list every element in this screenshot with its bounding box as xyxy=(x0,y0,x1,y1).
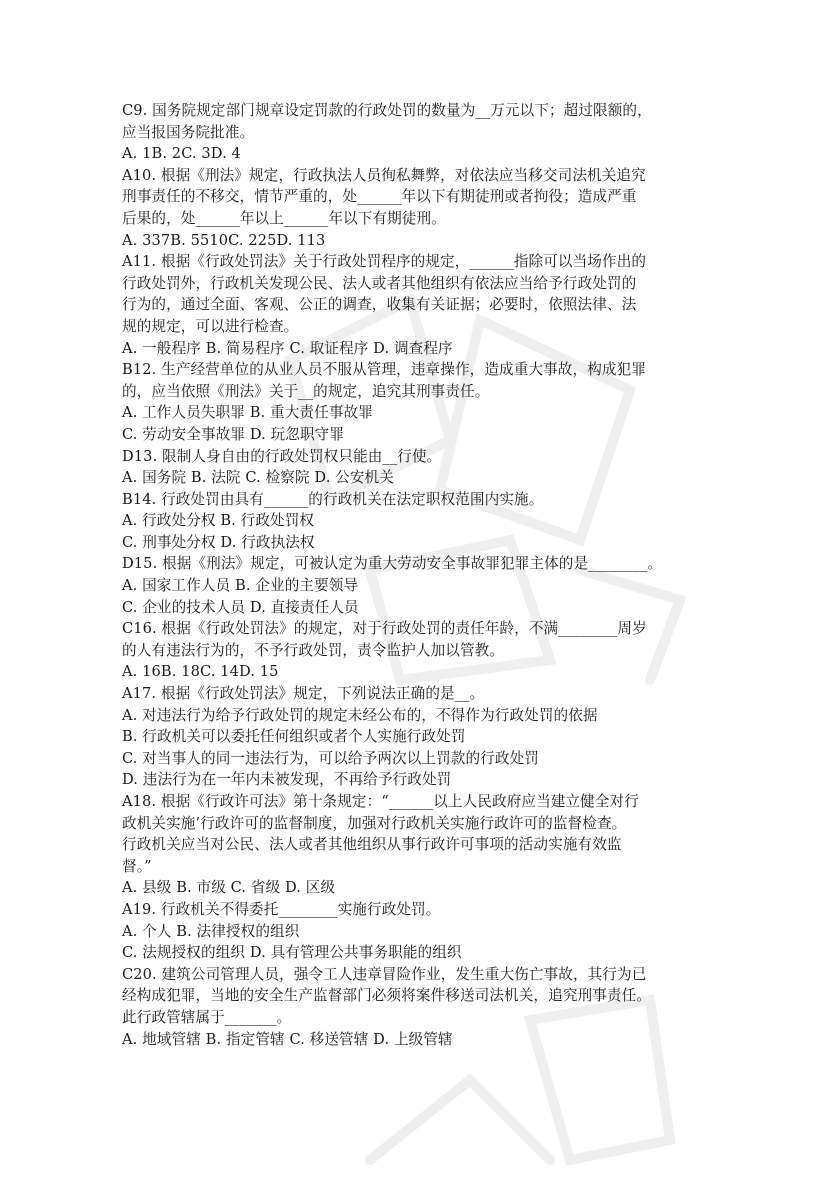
text-line: A11. 根据《行政处罚法》关于行政处罚程序的规定，______指除可以当场作出的 xyxy=(122,253,647,271)
text-line: B14. 行政处罚由具有______的行政机关在法定职权范围内实施。 xyxy=(122,490,544,508)
text-line: 应当报国务院批准。 xyxy=(122,123,255,141)
text-line: B12. 生产经营单位的从业人员不服从管理，违章操作，造成重大事故，构成犯罪 xyxy=(122,361,646,379)
text-line: A. 对违法行为给予行政处罚的规定未经公布的，不得作为行政处罚的依据 xyxy=(122,706,598,724)
text-line: C. 劳动安全事故罪 D. 玩忽职守罪 xyxy=(122,425,345,443)
text-line: 的，应当依照《刑法》关于__的规定，追究其刑事责任。 xyxy=(122,382,490,400)
text-line: A. 国家工作人员 B. 企业的主要领导 xyxy=(122,577,359,595)
text-line: C20. 建筑公司管理人员，强令工人违章冒险作业，发生重大伤亡事故，其行为已 xyxy=(122,965,647,983)
text-line: A10. 根据《刑法》规定，行政执法人员徇私舞弊，对依法应当移交司法机关追究 xyxy=(122,166,646,184)
text-line: A18. 根据《行政许可法》第十条规定：“______以上人民政府应当建立健全对行 xyxy=(122,793,639,810)
text-line: 后果的，处______年以上______年以下有期徒刑。 xyxy=(122,209,446,227)
text-line: 规的规定，可以进行检查。 xyxy=(122,317,299,335)
text-line: 经构成犯罪，当地的安全生产监督部门必须将案件移送司法机关，追究刑事责任。 xyxy=(122,987,651,1005)
text-line: C16. 根据《行政处罚法》的规定，对于行政处罚的责任年龄，不满________周岁 xyxy=(122,620,647,638)
text-line: A. 1B. 2C. 3D. 4 xyxy=(122,145,241,163)
text-line: 此行政管辖属于_______。 xyxy=(122,1008,292,1026)
text-line: C. 刑事处分权 D. 行政执法权 xyxy=(122,533,315,551)
text-line: A. 国务院 B. 法院 C. 检察院 D. 公安机关 xyxy=(122,469,394,487)
text-line: A. 工作人员失职罪 B. 重大责任事故罪 xyxy=(122,404,373,422)
text-line: 行政处罚外，行政机关发现公民、法人或者其他组织有依法应当给予行政处罚的 xyxy=(122,274,637,292)
text-line: 督。” xyxy=(122,857,152,875)
text-line: A19. 行政机关不得委托________实施行政处罚。 xyxy=(122,900,441,918)
text-line: A. 地域管辖 B. 指定管辖 C. 移送管辖 D. 上级管辖 xyxy=(122,1030,453,1048)
text-line: A17. 根据《行政处罚法》规定，下列说法正确的是__。 xyxy=(122,685,485,703)
text-line: D13. 限制人身自由的行政处罚权只能由__行使。 xyxy=(122,447,442,465)
text-line: 刑事责任的不移交，情节严重的，处______年以下有期徒刑或者拘役；造成严重 xyxy=(122,188,637,206)
text-line: D15. 根据《刑法》规定，可被认定为重大劳动安全事故罪犯罪主体的是________。 xyxy=(122,555,663,573)
text-line: A. 行政处分权 B. 行政处罚权 xyxy=(122,512,315,530)
text-line: C. 企业的技术人员 D. 直接责任人员 xyxy=(122,598,359,616)
text-line: A. 个人 B. 法律授权的组织 xyxy=(122,922,300,940)
text-line: 行为的，通过全面、客观、公正的调查，收集有关证据；必要时，依照法律、法 xyxy=(122,296,637,314)
text-line: A. 县级 B. 市级 C. 省级 D. 区级 xyxy=(122,879,336,897)
text-line: 的人有违法行为的，不予行政处罚，责令监护人加以管教。 xyxy=(122,641,505,659)
text-line: A. 16B. 18C. 14D. 15 xyxy=(122,663,279,681)
text-line: C. 法规授权的组织 D. 具有管理公共事务职能的组织 xyxy=(122,944,462,962)
question-text xyxy=(122,100,712,1050)
text-line: A. 337B. 5510C. 225D. 113 xyxy=(122,231,326,249)
text-line: C9. 国务院规定部门规章设定罚款的行政处罚的数量为__万元以下；超过限额的， xyxy=(122,102,652,119)
text-line: A. 一般程序 B. 简易程序 C. 取证程序 D. 调查程序 xyxy=(122,339,453,357)
text-line: 行政机关应当对公民、法人或者其他组织从事行政许可事项的活动实施有效监 xyxy=(122,836,622,854)
text-line: C. 对当事人的同一违法行为，可以给予两次以上罚款的行政处罚 xyxy=(122,749,539,767)
text-line: D. 违法行为在一年内未被发现，不再给予行政处罚 xyxy=(122,771,452,789)
text-line: 政机关实施’行政许可的监督制度，加强对行政机关实施行政许可的监督检查。 xyxy=(122,814,627,832)
text-line: B. 行政机关可以委托任何组织或者个人实施行政处罚 xyxy=(122,728,466,746)
